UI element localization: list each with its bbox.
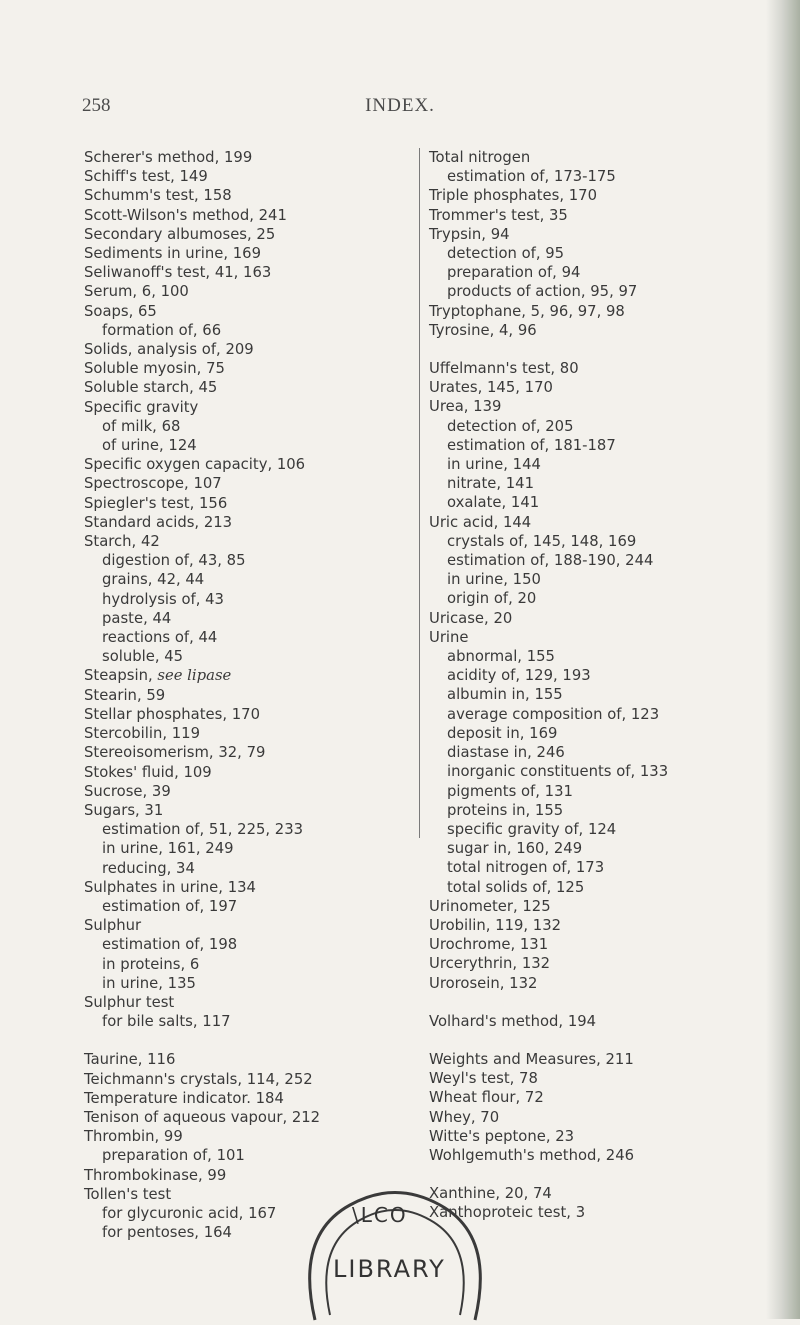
index-entry (84, 801, 444, 820)
index-subentry (84, 321, 444, 340)
index-entry (429, 359, 789, 378)
index-subentry (429, 743, 789, 762)
entry-text: Standard acids, 213 (84, 513, 233, 531)
running-head: INDEX. (365, 95, 435, 116)
index-subentry (429, 551, 789, 570)
index-subentry (429, 436, 789, 455)
index-subentry (429, 493, 789, 512)
entry-text: Thrombin, 99 (84, 1128, 183, 1146)
entry-text: Sulphates in urine, 134 (84, 878, 256, 896)
index-subentry (84, 590, 444, 609)
index-entry (429, 513, 789, 532)
entry-text: of milk, 68 (102, 417, 181, 435)
index-subentry (84, 628, 444, 647)
index-subentry (429, 589, 789, 608)
index-subentry (429, 705, 789, 724)
index-entry (84, 1127, 444, 1146)
index-entry (84, 532, 444, 551)
index-subentry (429, 762, 789, 781)
index-entry (429, 1146, 789, 1165)
entry-text: Stereoisomerism, 32, 79 (84, 744, 266, 762)
entry-text: Sulphur (84, 917, 142, 935)
entry-text: products of action, 95, 97 (447, 283, 638, 301)
entry-text: Weyl's test, 78 (429, 1070, 538, 1088)
entry-text: Uricase, 20 (429, 609, 513, 627)
entry-text: in urine, 144 (447, 456, 541, 474)
index-subentry (429, 858, 789, 877)
index-subentry (429, 417, 789, 436)
index-entry (84, 1050, 444, 1069)
entry-text: diastase in, 246 (447, 744, 565, 762)
entry-cross-reference: see lipase (157, 667, 232, 685)
index-subentry (429, 244, 789, 263)
index-entry (84, 705, 444, 724)
entry-text: estimation of, 51, 225, 233 (102, 821, 304, 839)
entry-text: Stercobilin, 119 (84, 725, 200, 743)
entry-text: Stellar phosphates, 170 (84, 705, 261, 723)
index-subentry (429, 455, 789, 474)
entry-text: Trommer's test, 35 (429, 206, 568, 224)
entry-text: Total nitrogen (429, 149, 531, 166)
entry-text: estimation of, 197 (102, 897, 238, 915)
index-entry (84, 782, 444, 801)
index-entry (429, 974, 789, 993)
index-entry (429, 397, 789, 416)
entry-text: reducing, 34 (102, 859, 195, 877)
index-entry (84, 340, 444, 359)
entry-text: for glycuronic acid, 167 (102, 1204, 277, 1222)
entry-text: total nitrogen of, 173 (447, 859, 605, 877)
index-entry (429, 1108, 789, 1127)
entry-gap (429, 993, 789, 1012)
index-entry (84, 186, 444, 205)
index-subentry (429, 782, 789, 801)
entry-text: Stearin, 59 (84, 686, 166, 704)
index-column-left (84, 148, 444, 1242)
entry-text: soluble, 45 (102, 648, 184, 666)
entry-text: Sugars, 31 (84, 801, 164, 819)
index-entry (429, 378, 789, 397)
entry-text: for pentoses, 164 (102, 1224, 232, 1242)
entry-text: inorganic constituents of, 133 (447, 763, 669, 781)
entry-text: in urine, 161, 249 (102, 840, 234, 858)
entry-gap (429, 340, 789, 359)
index-entry (84, 378, 444, 397)
index-entry (84, 244, 444, 263)
index-entry (84, 513, 444, 532)
index-entry (429, 1127, 789, 1146)
index-entry (84, 206, 444, 225)
entry-text: Tyrosine, 4, 96 (429, 321, 537, 339)
index-entry (429, 206, 789, 225)
entry-text: crystals of, 145, 148, 169 (447, 532, 637, 550)
entry-text: estimation of, 173-175 (447, 168, 616, 186)
index-entry (84, 455, 444, 474)
entry-text: proteins in, 155 (447, 801, 564, 819)
entry-text: Scott-Wilson's method, 241 (84, 206, 287, 224)
stamp-ring-text: \LCO (352, 1203, 408, 1227)
index-entry (429, 935, 789, 954)
index-subentry (84, 955, 444, 974)
entry-text: in proteins, 6 (102, 955, 200, 973)
index-subentry (84, 609, 444, 628)
index-entry (84, 474, 444, 493)
entry-gap (429, 1031, 789, 1050)
entry-text: Xanthine, 20, 74 (429, 1185, 552, 1203)
entry-text: Thrombokinase, 99 (84, 1166, 227, 1184)
entry-text: Starch, 42 (84, 533, 160, 551)
entry-text: Wheat flour, 72 (429, 1089, 544, 1107)
index-entry (429, 897, 789, 916)
index-subentry (429, 820, 789, 839)
entry-text: Seliwanoff's test, 41, 163 (84, 264, 272, 282)
index-subentry (84, 436, 444, 455)
entry-text: Uric acid, 144 (429, 513, 532, 531)
entry-text: Tollen's test (84, 1185, 172, 1203)
index-subentry (84, 820, 444, 839)
index-subentry (429, 685, 789, 704)
index-entry (429, 321, 789, 340)
entry-text: Schiff's test, 149 (84, 168, 208, 186)
index-entry (429, 225, 789, 244)
entry-text: Soaps, 65 (84, 302, 157, 320)
entry-text: Teichmann's crystals, 114, 252 (84, 1070, 313, 1088)
entry-text: formation of, 66 (102, 321, 222, 339)
entry-text: average composition of, 123 (447, 705, 660, 723)
entry-text: Tenison of aqueous vapour, 212 (84, 1108, 321, 1126)
entry-text: Specific gravity (84, 398, 199, 416)
entry-text: digestion of, 43, 85 (102, 552, 246, 570)
entry-text: Soluble myosin, 75 (84, 360, 225, 378)
entry-text: Witte's peptone, 23 (429, 1127, 575, 1145)
index-entry (429, 954, 789, 973)
index-entry (84, 167, 444, 186)
index-subentry (429, 878, 789, 897)
entry-text: Sulphur test (84, 993, 175, 1011)
entry-text: Taurine, 116 (84, 1051, 176, 1069)
index-entry (429, 302, 789, 321)
index-entry (429, 628, 789, 647)
entry-text: estimation of, 188-190, 244 (447, 552, 654, 570)
index-subentry (429, 282, 789, 301)
entry-text: preparation of, 101 (102, 1147, 245, 1165)
entry-text: Trypsin, 94 (429, 225, 510, 243)
entry-text: reactions of, 44 (102, 629, 218, 647)
entry-text: Steapsin, (84, 667, 158, 685)
entry-text: Weights and Measures, 211 (429, 1050, 634, 1068)
entry-text: for bile salts, 117 (102, 1013, 231, 1031)
entry-text: preparation of, 94 (447, 264, 581, 282)
index-entry (429, 1088, 789, 1107)
entry-text: hydrolysis of, 43 (102, 590, 224, 608)
entry-text: Urea, 139 (429, 398, 502, 416)
page-header (0, 95, 800, 125)
index-entry (84, 1108, 444, 1127)
index-subentry (84, 1012, 444, 1031)
index-entry (84, 724, 444, 743)
index-entry (84, 494, 444, 513)
entry-text: Urobilin, 119, 132 (429, 916, 562, 934)
index-subentry (84, 897, 444, 916)
index-entry (84, 148, 444, 167)
entry-text: Urcerythrin, 132 (429, 955, 551, 973)
index-subentry (84, 859, 444, 878)
entry-text: total solids of, 125 (447, 878, 585, 896)
index-entry (429, 609, 789, 628)
entry-text: estimation of, 198 (102, 936, 238, 954)
entry-text: Temperature indicator. 184 (84, 1089, 284, 1107)
index-subentry (429, 647, 789, 666)
index-subentry (84, 570, 444, 589)
entry-text: sugar in, 160, 249 (447, 840, 583, 858)
entry-text: Urorosein, 132 (429, 974, 538, 992)
index-entry (429, 1012, 789, 1031)
index-subentry (429, 474, 789, 493)
entry-text: Stokes' fluid, 109 (84, 763, 212, 781)
entry-text: Whey, 70 (429, 1108, 500, 1126)
index-entry (429, 1069, 789, 1088)
entry-text: acidity of, 129, 193 (447, 667, 591, 685)
library-stamp-icon (290, 1165, 500, 1325)
entry-text: Soluble starch, 45 (84, 379, 218, 397)
index-entry (84, 686, 444, 705)
entry-text: specific gravity of, 124 (447, 820, 617, 838)
entry-text: Urinometer, 125 (429, 897, 551, 915)
entry-text: pigments of, 131 (447, 782, 573, 800)
entry-text: Schumm's test, 158 (84, 187, 232, 205)
entry-text: Tryptophane, 5, 96, 97, 98 (429, 302, 625, 320)
index-subentry (84, 647, 444, 666)
entry-text: oxalate, 141 (447, 494, 540, 512)
entry-text: Triple phosphates, 170 (429, 187, 598, 205)
entry-text: abnormal, 155 (447, 648, 555, 666)
entry-text: grains, 42, 44 (102, 571, 205, 589)
index-subentry (84, 839, 444, 858)
entry-text: Sucrose, 39 (84, 782, 171, 800)
entry-text: Uffelmann's test, 80 (429, 360, 579, 378)
entry-text: Specific oxygen capacity, 106 (84, 456, 306, 474)
entry-text: in urine, 135 (102, 974, 196, 992)
index-column-right (429, 148, 789, 1223)
stamp-label: LIBRARY (333, 1255, 446, 1283)
index-subentry (84, 1146, 444, 1165)
index-entry (84, 225, 444, 244)
entry-text: Volhard's method, 194 (429, 1012, 597, 1030)
index-subentry (429, 167, 789, 186)
entry-text: Urates, 145, 170 (429, 379, 553, 397)
page-number: 258 (82, 95, 111, 116)
index-subentry (84, 417, 444, 436)
index-subentry (429, 801, 789, 820)
index-entry (429, 148, 789, 167)
entry-text: Wohlgemuth's method, 246 (429, 1146, 635, 1164)
entry-text: Xanthoproteic test, 3 (429, 1204, 586, 1222)
index-entry (84, 1070, 444, 1089)
index-entry (84, 993, 444, 1012)
entry-text: deposit in, 169 (447, 724, 558, 742)
entry-gap (84, 1031, 444, 1050)
index-entry (429, 916, 789, 935)
index-entry (84, 302, 444, 321)
index-entry (84, 763, 444, 782)
entry-text: nitrate, 141 (447, 475, 534, 493)
index-entry (84, 359, 444, 378)
index-subentry (429, 532, 789, 551)
index-subentry (429, 839, 789, 858)
index-subentry (84, 974, 444, 993)
index-entry (84, 263, 444, 282)
index-subentry (429, 570, 789, 589)
index-subentry (84, 551, 444, 570)
entry-text: in urine, 150 (447, 571, 541, 589)
index-entry (84, 398, 444, 417)
index-entry (429, 186, 789, 205)
entry-text: Serum, 6, 100 (84, 283, 189, 301)
index-subentry (84, 935, 444, 954)
entry-text: origin of, 20 (447, 590, 537, 608)
index-subentry (429, 724, 789, 743)
entry-text: detection of, 205 (447, 417, 574, 435)
entry-text: Urochrome, 131 (429, 936, 549, 954)
entry-text: paste, 44 (102, 609, 172, 627)
index-entry (84, 743, 444, 762)
index-entry (84, 666, 444, 685)
index-entry (429, 1050, 789, 1069)
entry-text: of urine, 124 (102, 437, 197, 455)
entry-text: estimation of, 181-187 (447, 436, 616, 454)
index-entry (84, 878, 444, 897)
entry-text: Spiegler's test, 156 (84, 494, 228, 512)
entry-text: Spectroscope, 107 (84, 475, 222, 493)
entry-text: Secondary albumoses, 25 (84, 225, 276, 243)
column-divider (419, 148, 420, 838)
entry-text: Urine (429, 628, 469, 646)
entry-text: detection of, 95 (447, 245, 565, 263)
index-entry (84, 916, 444, 935)
index-subentry (429, 263, 789, 282)
index-entry (84, 282, 444, 301)
entry-text: Scherer's method, 199 (84, 149, 253, 166)
index-entry (84, 1089, 444, 1108)
entry-text: albumin in, 155 (447, 686, 563, 704)
entry-text: Sediments in urine, 169 (84, 245, 262, 263)
index-subentry (429, 666, 789, 685)
entry-text: Solids, analysis of, 209 (84, 341, 254, 359)
